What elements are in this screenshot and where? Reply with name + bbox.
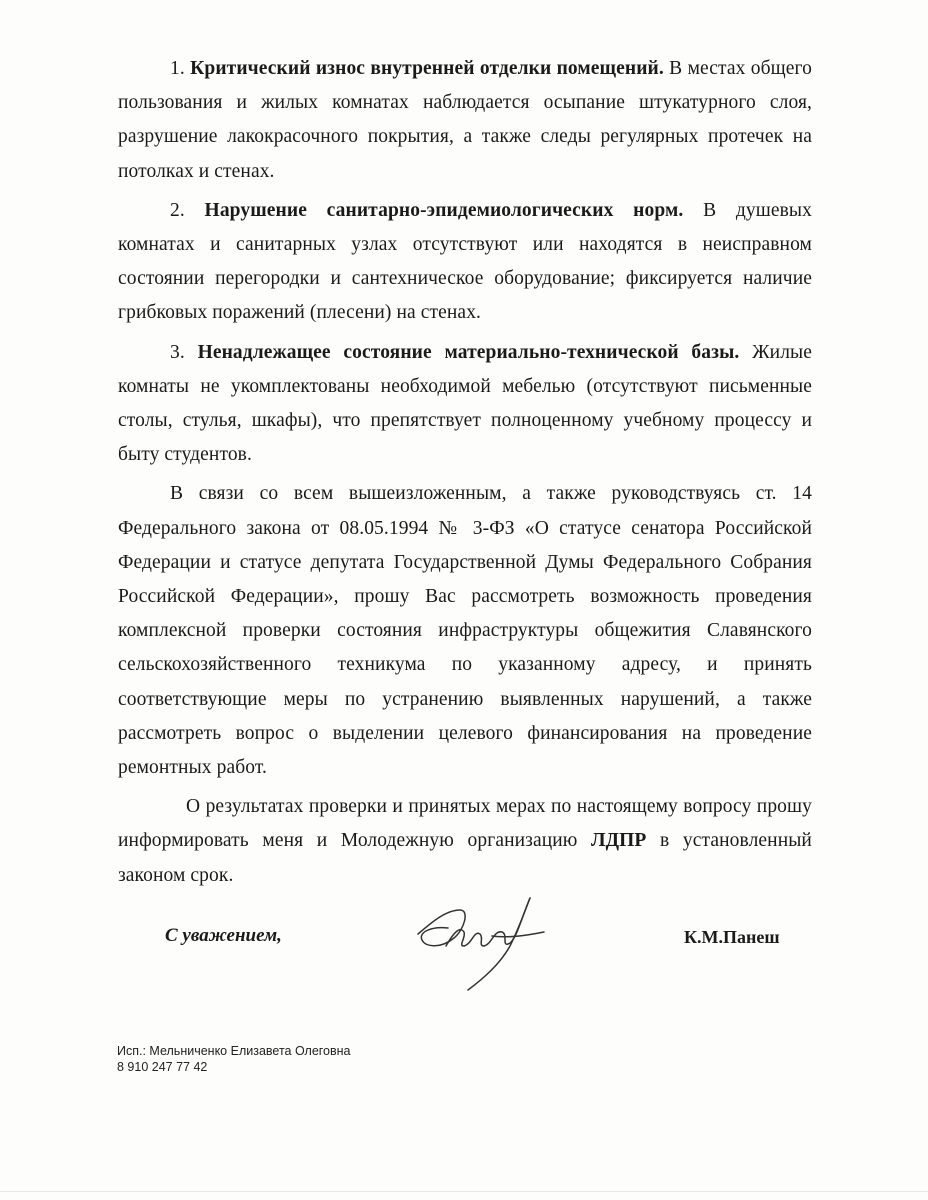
final-text-before: О результатах проверки и принятых мерах по настоящему вопросу прошу информировать меня и Молодежную организацию <box>118 796 812 852</box>
page-edge-divider <box>0 1191 928 1192</box>
item-text: Жилые комнаты не укомплектованы необходимой мебелью (отсутствуют письменные столы, стулья, шкафы), что препятствует полноценному учебному процессу и быту студентов. <box>118 341 813 466</box>
item-text: В местах общего пользования и жилых комнатах наблюдается осыпание штукатурного слоя, разрушение лакокрасочного покрытия, а также следы регулярных протечек на потолках и стенах. <box>118 58 812 182</box>
item-heading: Критический износ внутренней отделки помещений. <box>190 58 664 79</box>
final-text-after: в установленный законом срок. <box>118 830 812 886</box>
request-paragraph: В связи со всем вышеизложенным, а также руководствуясь ст. 14 Федерального закона от 08.05.1994 № 3-ФЗ «О статусе сенатора Российской Федерации и статусе депутата Государственной Думы Федерального Собрания Российской Федерации», прошу Вас рассмотреть возможность проведения комплексной проверки состояния инфраструктуры общежития Славянского сельскохозяйственного техникума по указанному адресу, и принять соответствующие меры по устранению выявленных нарушений, а также рассмотреть вопрос о выделении целевого финансирования на проведение ремонтных работ. <box>118 483 812 779</box>
list-item-1 <box>118 52 812 189</box>
signature-image <box>412 886 548 1004</box>
letter-body <box>118 52 812 893</box>
list-item-3 <box>118 336 812 473</box>
item-number: 1. <box>170 58 185 79</box>
executor-info <box>117 1043 351 1075</box>
item-number: 2. <box>170 199 185 221</box>
closing-phrase: С уважением, <box>165 925 282 946</box>
item-heading: Нарушение санитарно-эпидемиологических норм. <box>204 199 684 221</box>
item-text: В душевых комнатах и санитарных узлах отсутствуют или находятся в неисправном состоянии перегородки и сантехническое оборудование; фиксируется наличие грибковых поражений (плесени) на стенах. <box>118 199 812 324</box>
item-number: 3. <box>170 341 185 363</box>
party-name: ЛДПР <box>591 830 647 852</box>
signer-name: К.М.Панеш <box>684 927 780 947</box>
item-heading: Ненадлежащее состояние материально-технической базы. <box>197 341 740 363</box>
executor-name: Исп.: Мельниченко Елизавета Олеговна <box>117 1044 351 1058</box>
final-paragraph <box>118 790 812 893</box>
executor-phone: 8 910 247 77 42 <box>117 1060 208 1074</box>
list-item-2 <box>118 194 812 331</box>
